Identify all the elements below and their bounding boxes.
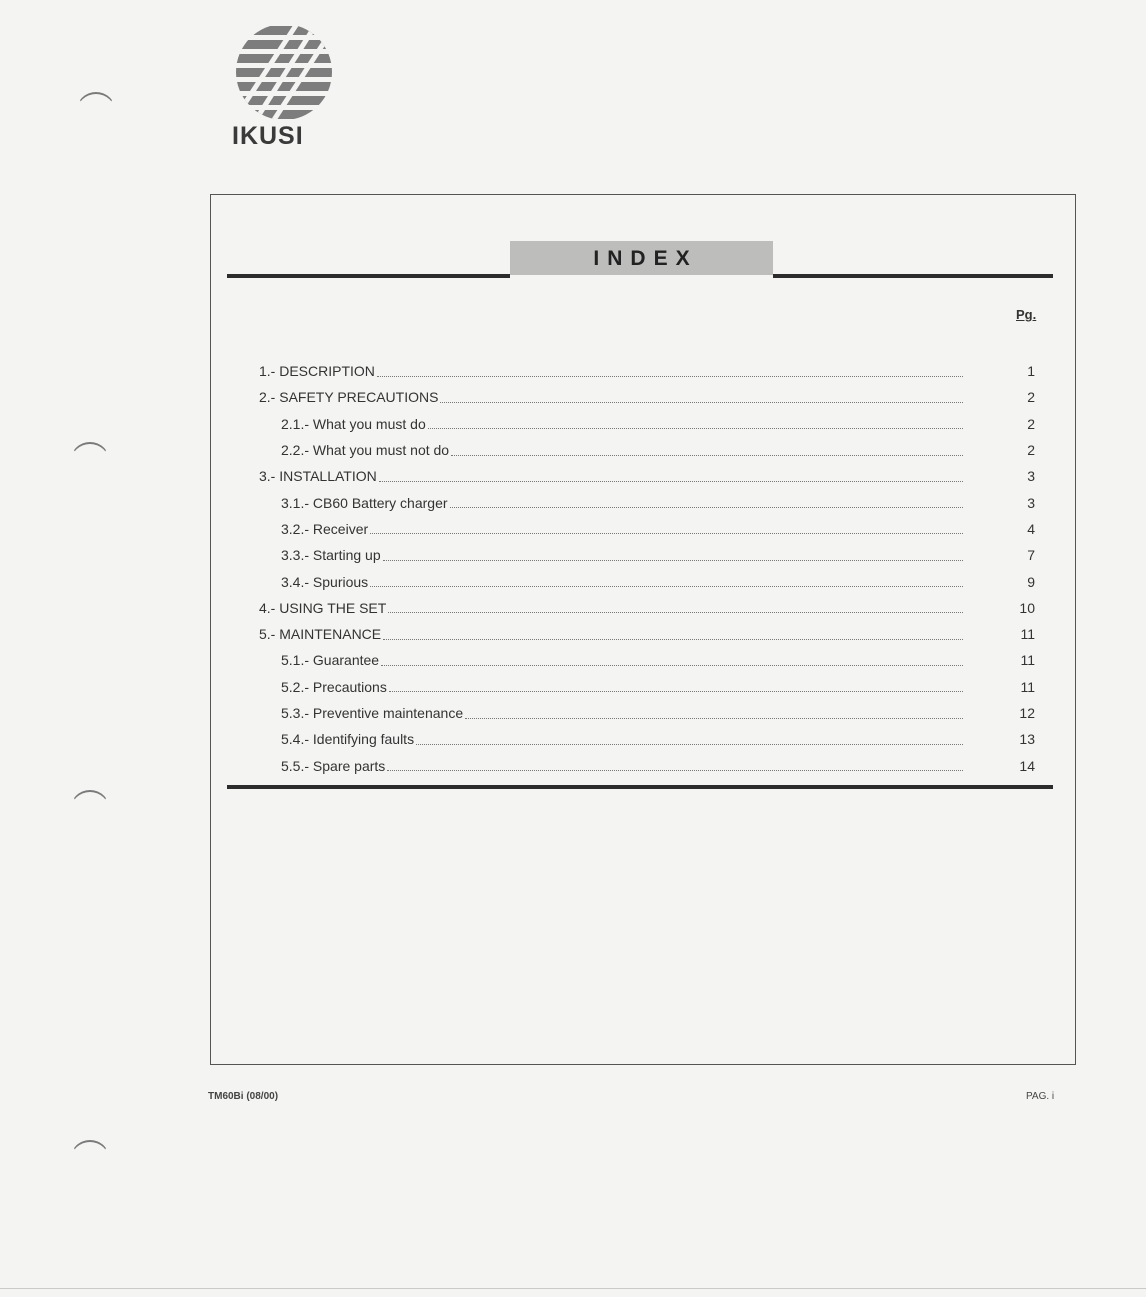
toc-entry — [259, 516, 1035, 542]
toc-entry-title: 5.1.- Guarantee — [281, 652, 380, 669]
toc-entry — [259, 595, 1035, 621]
toc-entry-leader-wrap — [259, 626, 963, 642]
toc-dot-leader — [388, 600, 963, 613]
toc-entry-leader-wrap — [259, 705, 963, 721]
toc-entry — [259, 489, 1035, 515]
toc-entry-leader-wrap — [259, 547, 963, 563]
ikusi-globe-icon — [232, 22, 336, 122]
toc-dot-leader — [383, 627, 963, 640]
toc-entry-page: 11 — [1020, 652, 1035, 669]
toc-entry — [259, 384, 1035, 410]
toc-entry-title: 2.2.- What you must not do — [281, 442, 450, 459]
toc-dot-leader — [387, 758, 963, 771]
toc-entry-leader-wrap — [259, 416, 963, 432]
toc-dot-leader — [440, 390, 963, 403]
toc-entry-leader-wrap — [259, 731, 963, 747]
toc-entry-page: 3 — [1027, 468, 1035, 485]
toc-entry-page: 2 — [1027, 415, 1035, 432]
page-number: PAG. i — [1026, 1091, 1055, 1102]
toc-entry-title: 3.- INSTALLATION — [259, 468, 377, 485]
toc-dot-leader — [383, 548, 963, 561]
index-title-box — [510, 241, 773, 275]
toc-dot-leader — [370, 574, 963, 587]
toc-entry-title: 3.1.- CB60 Battery charger — [281, 494, 448, 511]
toc-entry-title: 3.2.- Receiver — [281, 520, 369, 537]
toc-entry-page: 12 — [1019, 705, 1035, 721]
toc-dot-leader — [370, 521, 963, 534]
toc-entry-title: 4.- USING THE SET — [259, 599, 387, 616]
toc-entry — [259, 542, 1035, 568]
toc-entry-title: 5.3.- Preventive maintenance — [281, 705, 464, 721]
toc-entry-leader-wrap — [259, 758, 963, 774]
toc-entry-leader-wrap — [259, 574, 963, 590]
toc-entry-page: 4 — [1027, 520, 1035, 537]
toc-entry — [259, 437, 1035, 463]
index-frame — [210, 194, 1076, 1065]
toc-entry-leader-wrap — [259, 600, 963, 616]
toc-entry-leader-wrap — [259, 363, 963, 379]
toc-entry-page: 1 — [1027, 363, 1035, 380]
punch-hole-4 — [70, 1140, 110, 1180]
toc-entry-page: 9 — [1027, 573, 1035, 590]
toc-entry — [259, 700, 1035, 726]
toc-entry-title: 1.- DESCRIPTION — [259, 363, 375, 380]
toc-entry-page: 11 — [1020, 678, 1035, 695]
logo-wordmark: IKUSI — [232, 122, 304, 150]
toc-entry-title: 5.4.- Identifying faults — [281, 731, 415, 748]
toc-dot-leader — [450, 495, 963, 508]
toc-entry-page: 2 — [1027, 389, 1035, 406]
toc-entry — [259, 647, 1035, 673]
toc-entry-leader-wrap — [259, 521, 963, 537]
punch-hole-2 — [70, 442, 110, 482]
index-title: INDEX — [593, 247, 698, 270]
toc-entry — [259, 752, 1035, 778]
toc-dot-leader — [451, 443, 963, 456]
toc-dot-leader — [416, 732, 963, 745]
toc-dot-leader — [428, 416, 963, 429]
punch-hole-1 — [76, 92, 116, 132]
toc-entry-page: 13 — [1019, 731, 1035, 748]
bottom-rule — [227, 785, 1053, 789]
toc-entry-title: 3.4.- Spurious — [281, 573, 369, 590]
toc-entry-title: 2.- SAFETY PRECAUTIONS — [259, 389, 439, 406]
toc-entry — [259, 411, 1035, 437]
page-column-header: Pg. — [1016, 307, 1037, 322]
toc-entry-page: 11 — [1020, 626, 1035, 643]
toc-entry-page: 2 — [1027, 442, 1035, 459]
toc-entry-title: 5.5.- Spare parts — [281, 757, 386, 774]
toc-entry-leader-wrap — [259, 495, 963, 511]
toc-dot-leader — [389, 679, 963, 692]
punch-hole-3 — [70, 790, 110, 830]
ikusi-logo — [232, 22, 342, 152]
page-edge — [0, 1288, 1146, 1289]
toc-entry-leader-wrap — [259, 652, 963, 668]
toc-entry-leader-wrap — [259, 442, 963, 458]
toc-entry-page: 3 — [1027, 494, 1035, 511]
title-rule-left — [227, 274, 510, 278]
toc-dot-leader — [377, 364, 963, 377]
title-rule-right — [773, 274, 1053, 278]
table-of-contents — [259, 358, 1035, 779]
toc-entry-page: 7 — [1027, 547, 1035, 564]
toc-dot-leader — [379, 469, 963, 482]
toc-entry-page: 10 — [1019, 599, 1035, 616]
toc-entry — [259, 674, 1035, 700]
toc-entry-title: 3.3.- Starting up — [281, 547, 381, 564]
toc-entry — [259, 726, 1035, 752]
document-code: TM60Bi (08/00) — [208, 1091, 279, 1102]
toc-entry-title: 2.1.- What you must do — [281, 415, 426, 432]
toc-entry-leader-wrap — [259, 389, 963, 405]
toc-entry-page: 14 — [1019, 757, 1035, 774]
toc-dot-leader — [465, 706, 963, 719]
toc-entry-leader-wrap — [259, 468, 963, 484]
toc-dot-leader — [381, 653, 963, 666]
toc-entry — [259, 358, 1035, 384]
toc-entry — [259, 463, 1035, 489]
toc-entry — [259, 568, 1035, 594]
toc-entry-title: 5.- MAINTENANCE — [259, 626, 382, 643]
toc-entry — [259, 621, 1035, 647]
toc-entry-leader-wrap — [259, 679, 963, 695]
toc-entry-title: 5.2.- Precautions — [281, 678, 387, 695]
